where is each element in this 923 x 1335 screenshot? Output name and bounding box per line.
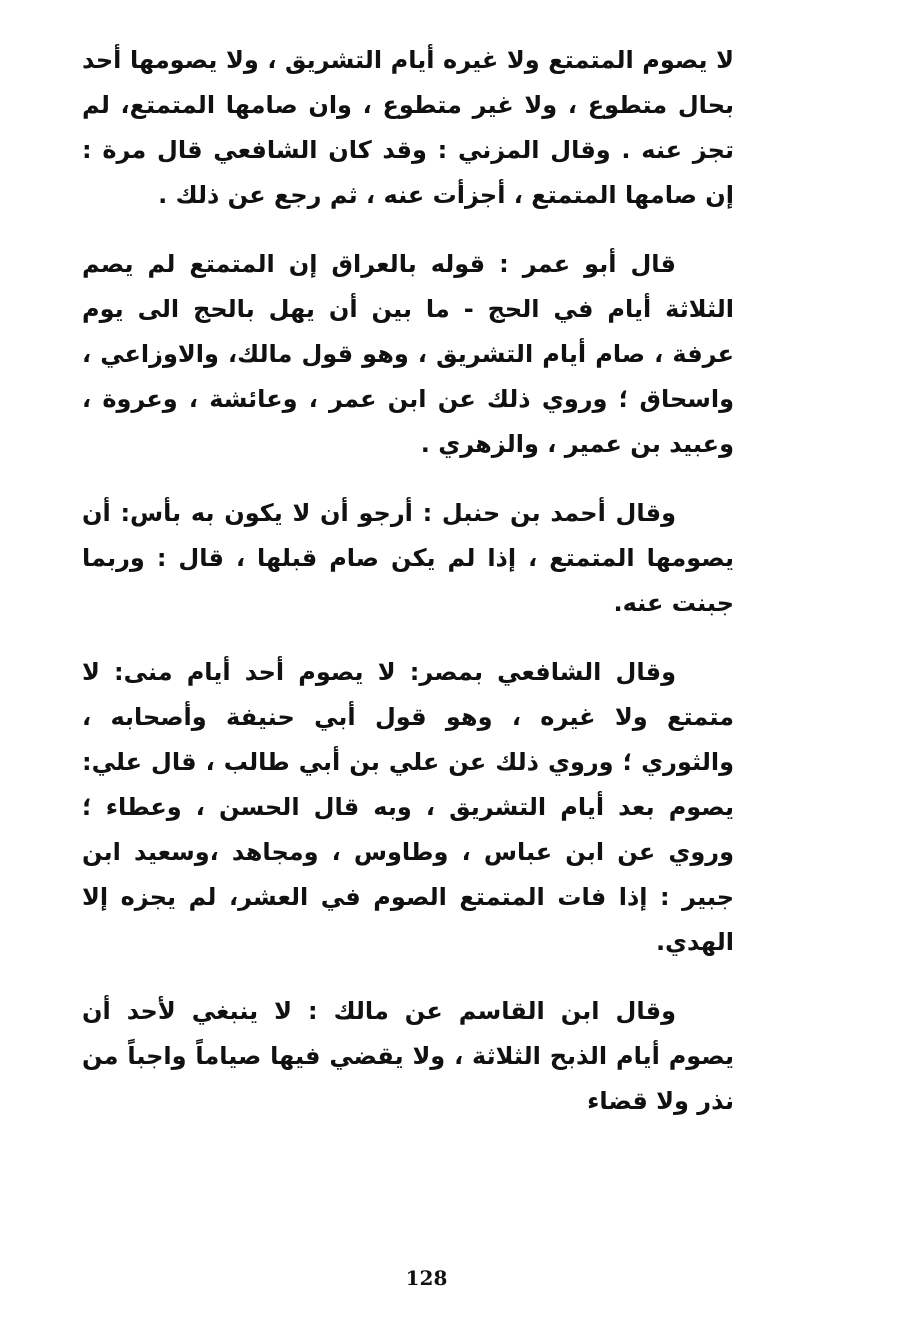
main-text — [82, 38, 734, 1124]
paragraph: قال أبو عمر : قوله بالعراق إن المتمتع لم يصم الثلاثة أيام في الحج - ما بين أن يهل بالحج الى يوم عرفة ، صام أيام التشريق ، وهو قول مالك، والاوزاعي ، واسحاق ؛ وروي ذلك عن ابن عمر ، وعائشة ، وعروة ، وعبيد بن عمير ، والزهري . — [82, 250, 734, 458]
paragraph: لا يصوم المتمتع ولا غيره أيام التشريق ، ولا يصومها أحد بحال متطوع ، ولا غير متطوع ، وان صامها المتمتع، لم تجز عنه . وقال المزني : وقد كان الشافعي قال مرة : إن صامها المتمتع ، أجزأت عنه ، ثم رجع عن ذلك . — [82, 46, 734, 209]
page-number: 128 — [405, 1266, 448, 1290]
paragraph: وقال أحمد بن حنبل : أرجو أن لا يكون به بأس: أن يصومها المتمتع ، إذا لم يكن صام قبلها ، قال : وربما جبنت عنه. — [82, 499, 734, 617]
paragraph: وقال الشافعي بمصر: لا يصوم أحد أيام منى: لا متمتع ولا غيره ، وهو قول أبي حنيفة وأصحابه ، والثوري ؛ وروي ذلك عن علي بن أبي طالب ، قال علي: يصوم بعد أيام التشريق ، وبه قال الحسن ، وعطاء ؛ وروي عن ابن عباس ، وطاوس ، ومجاهد ،وسعيد ابن جبير : إذا فات المتمتع الصوم في العشر، لم يجزه إلا الهدي. — [82, 658, 734, 956]
paragraph: وقال ابن القاسم عن مالك : لا ينبغي لأحد أن يصوم أيام الذبح الثلاثة ، ولا يقضي فيها صياماً واجباً من نذر ولا قضاء — [82, 997, 734, 1115]
